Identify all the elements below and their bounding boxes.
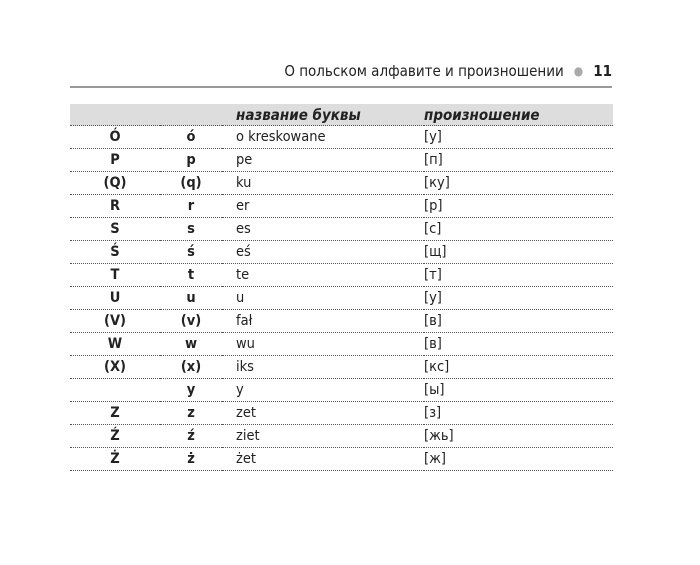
table-row (70, 402, 613, 425)
letter-name: ziet (222, 425, 424, 448)
letter-name: iks (222, 356, 424, 379)
pronunciation: [ку] (424, 172, 613, 195)
letter-name: o kreskowane (222, 126, 424, 149)
lowercase-letter: t (160, 264, 222, 287)
col-uppercase (70, 104, 160, 126)
col-pronunciation: произношение (424, 104, 613, 126)
pronunciation: [ы] (424, 379, 613, 402)
uppercase-letter: Ź (70, 425, 160, 448)
lowercase-letter: ź (160, 425, 222, 448)
uppercase-letter: Ś (70, 241, 160, 264)
uppercase-letter: Ó (70, 126, 160, 149)
table-row (70, 310, 613, 333)
bullet-separator: ● (573, 64, 584, 78)
lowercase-letter: ó (160, 126, 222, 149)
table-row (70, 379, 613, 402)
letter-name: u (222, 287, 424, 310)
pronunciation: [в] (424, 310, 613, 333)
page-number: 11 (593, 62, 612, 80)
running-header (284, 62, 612, 80)
pronunciation: [в] (424, 333, 613, 356)
uppercase-letter (70, 379, 160, 402)
table-row (70, 448, 613, 471)
pronunciation: [ж] (424, 448, 613, 471)
uppercase-letter: Z (70, 402, 160, 425)
uppercase-letter: (X) (70, 356, 160, 379)
pronunciation: [т] (424, 264, 613, 287)
uppercase-letter: Ż (70, 448, 160, 471)
pronunciation: [жь] (424, 425, 613, 448)
pronunciation: [с] (424, 218, 613, 241)
lowercase-letter: w (160, 333, 222, 356)
col-letter-name: название буквы (222, 104, 424, 126)
table-row (70, 241, 613, 264)
pronunciation: [у] (424, 126, 613, 149)
letter-name: fał (222, 310, 424, 333)
lowercase-letter: ś (160, 241, 222, 264)
uppercase-letter: T (70, 264, 160, 287)
lowercase-letter: ż (160, 448, 222, 471)
lowercase-letter: (v) (160, 310, 222, 333)
table-row (70, 195, 613, 218)
pronunciation: [щ] (424, 241, 613, 264)
lowercase-letter: s (160, 218, 222, 241)
lowercase-letter: p (160, 149, 222, 172)
pronunciation: [з] (424, 402, 613, 425)
table-row (70, 218, 613, 241)
lowercase-letter: u (160, 287, 222, 310)
letter-name: es (222, 218, 424, 241)
table-row (70, 425, 613, 448)
table-row (70, 149, 613, 172)
lowercase-letter: r (160, 195, 222, 218)
uppercase-letter: (V) (70, 310, 160, 333)
letter-name: żet (222, 448, 424, 471)
uppercase-letter: U (70, 287, 160, 310)
letter-name: y (222, 379, 424, 402)
uppercase-letter: S (70, 218, 160, 241)
pronunciation: [п] (424, 149, 613, 172)
lowercase-letter: (q) (160, 172, 222, 195)
pronunciation: [кс] (424, 356, 613, 379)
table-row (70, 287, 613, 310)
alphabet-table (70, 104, 613, 471)
table-header-row (70, 104, 613, 126)
uppercase-letter: P (70, 149, 160, 172)
running-title: О польском алфавите и произношении (284, 62, 564, 80)
lowercase-letter: (x) (160, 356, 222, 379)
letter-name: wu (222, 333, 424, 356)
uppercase-letter: (Q) (70, 172, 160, 195)
table-row (70, 126, 613, 149)
col-lowercase (160, 104, 222, 126)
lowercase-letter: z (160, 402, 222, 425)
pronunciation: [у] (424, 287, 613, 310)
pronunciation: [р] (424, 195, 613, 218)
letter-name: zet (222, 402, 424, 425)
table-row (70, 264, 613, 287)
lowercase-letter: y (160, 379, 222, 402)
table-row (70, 333, 613, 356)
uppercase-letter: W (70, 333, 160, 356)
letter-name: er (222, 195, 424, 218)
letter-name: te (222, 264, 424, 287)
uppercase-letter: R (70, 195, 160, 218)
letter-name: ku (222, 172, 424, 195)
table-row (70, 172, 613, 195)
header-rule (70, 86, 612, 88)
table-row (70, 356, 613, 379)
letter-name: eś (222, 241, 424, 264)
letter-name: pe (222, 149, 424, 172)
